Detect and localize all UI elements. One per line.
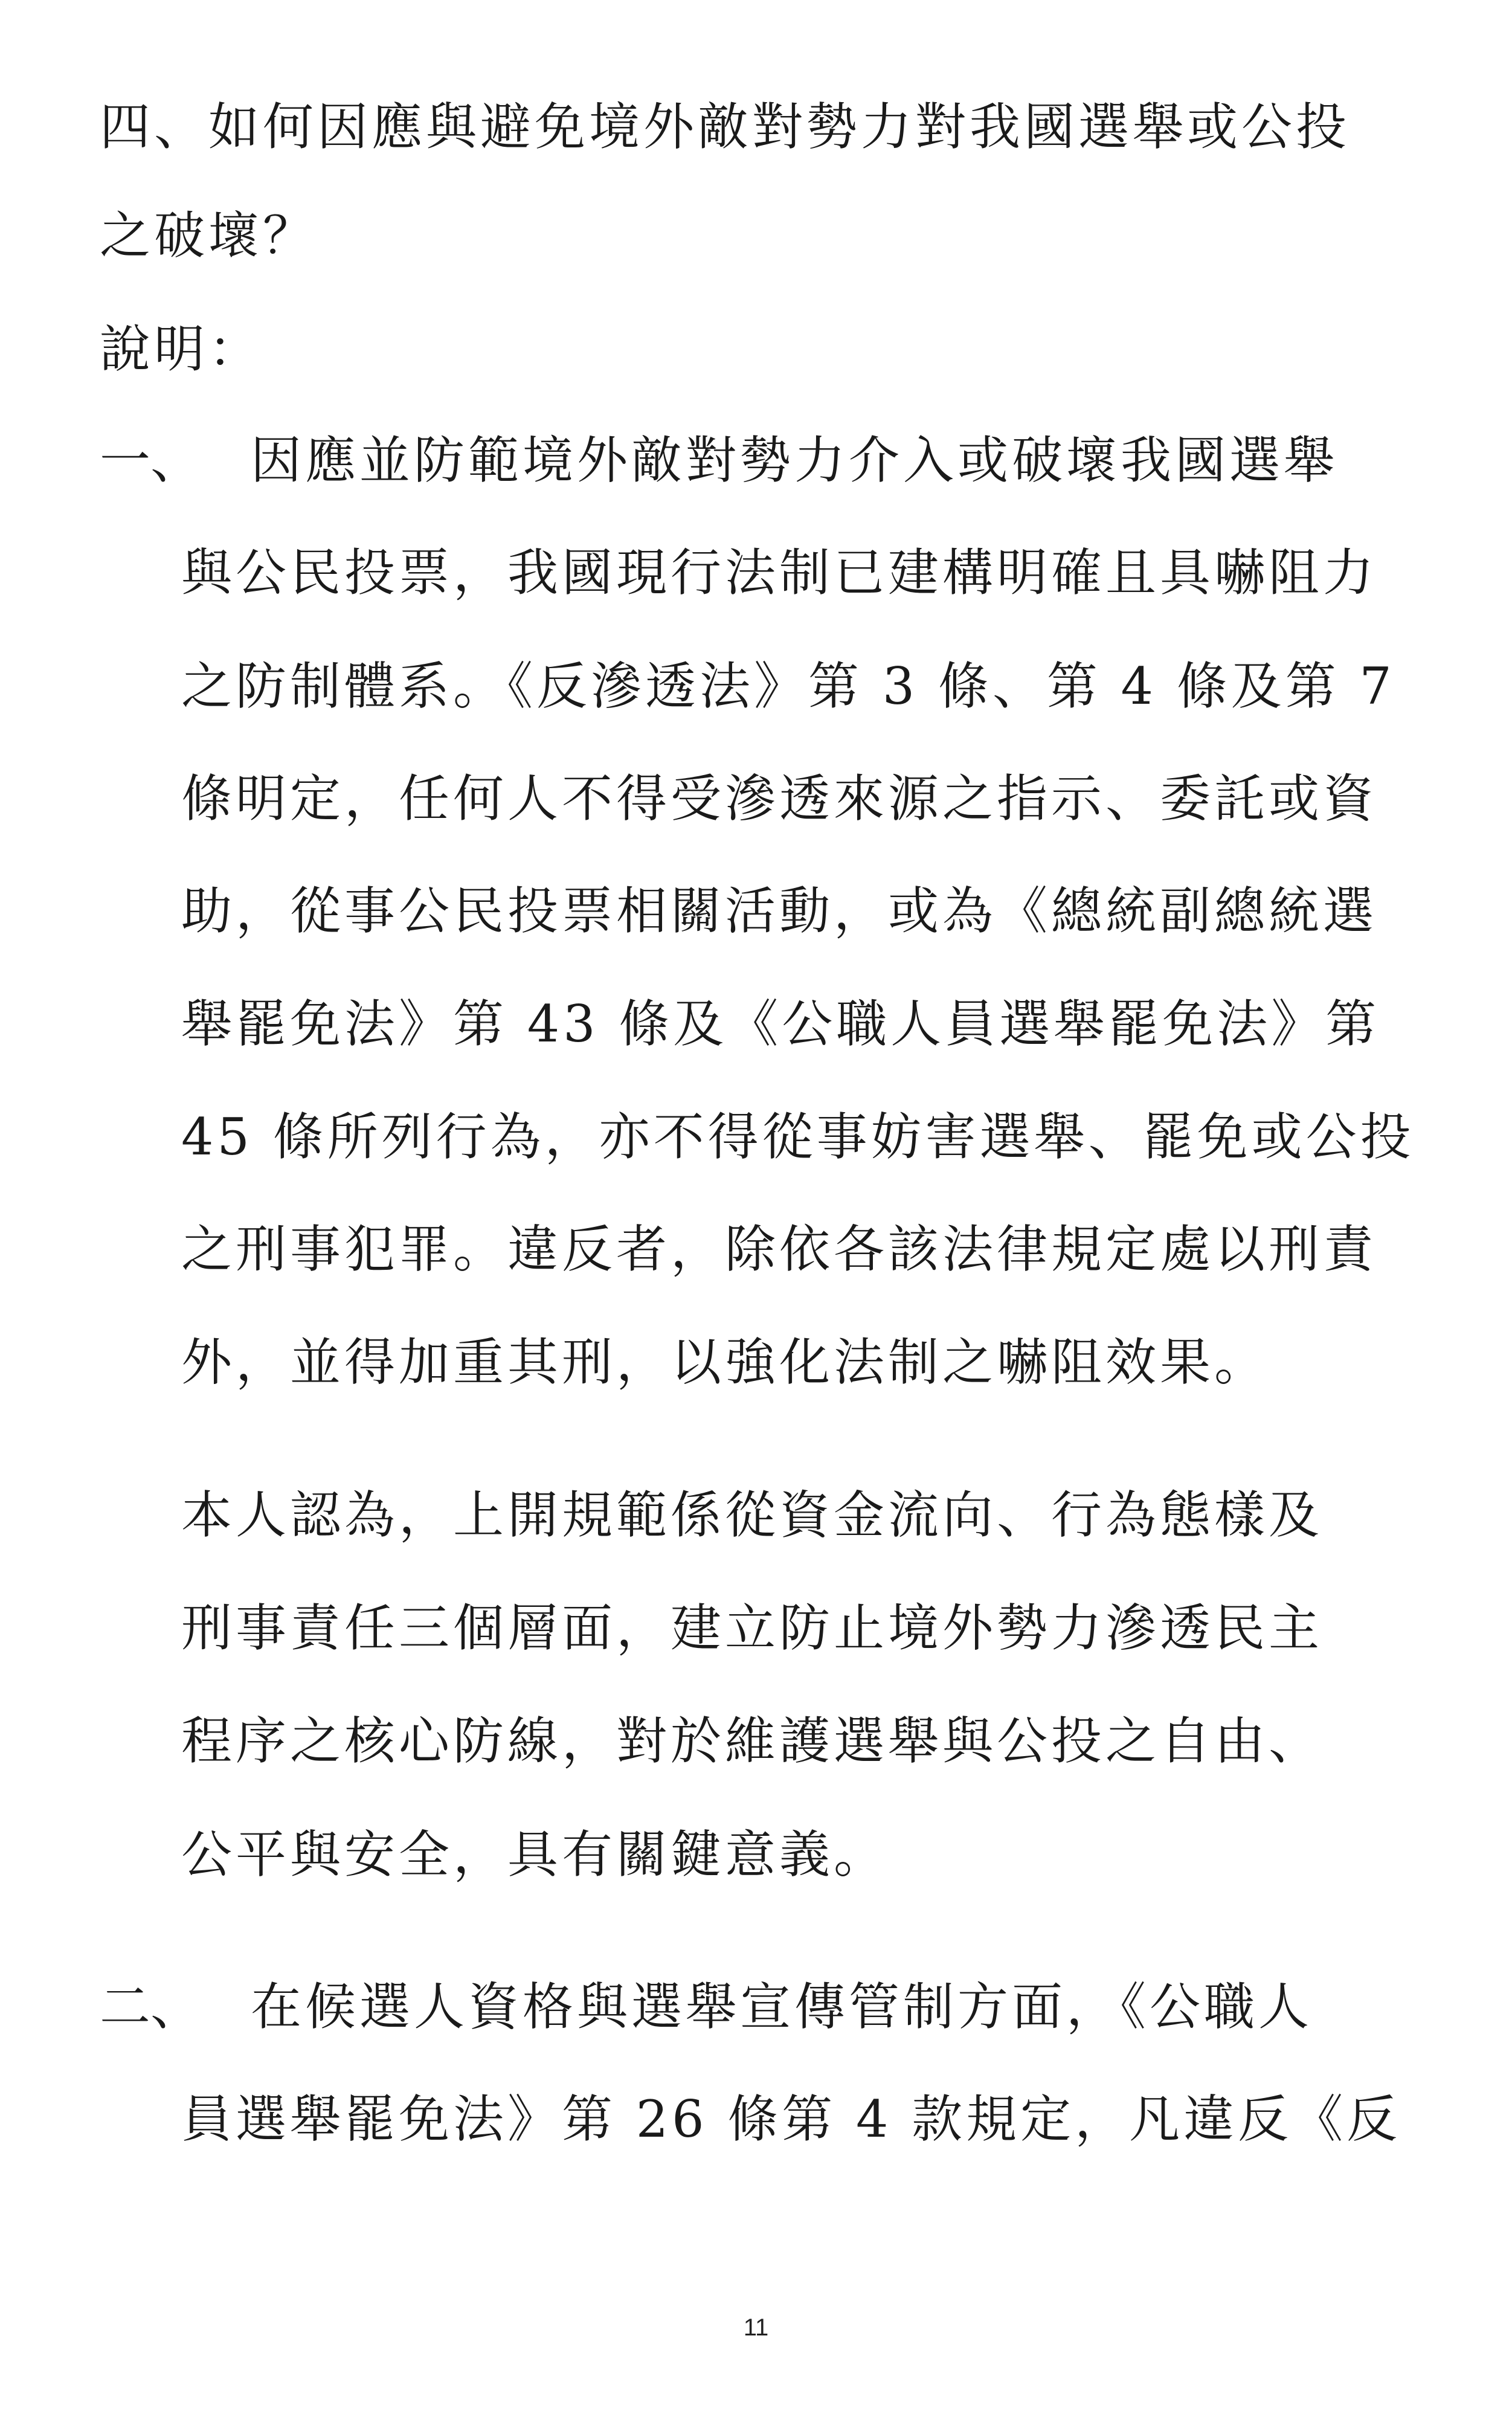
section-two-line-2: 員選舉罷免法》第 26 條第 4 款規定，凡違反《反	[181, 2090, 1401, 2149]
section-one-line-2: 與公民投票，我國現行法制已建構明確且具嚇阻力	[181, 543, 1378, 602]
explanation-label: 說明：	[100, 320, 263, 379]
opinion-line-2: 刑事責任三個層面，建立防止境外勢力滲透民主	[181, 1598, 1324, 1658]
section-two-line-1: 在候選人資格與選舉宣傳管制方面，《公職人	[251, 1977, 1313, 2036]
section-one-line-9: 外，並得加重其刑，以強化法制之嚇阻效果。	[181, 1333, 1269, 1392]
question-title-line-2: 之破壞？	[100, 206, 318, 265]
section-one-line-7: 45 條所列行為，亦不得從事妨害選舉、罷免或公投	[181, 1107, 1415, 1167]
question-title-line-1: 四、如何因應與避免境外敵對勢力對我國選舉或公投	[100, 97, 1351, 156]
section-one-line-8: 之刑事犯罪。違反者，除依各該法律規定處以刑責	[181, 1220, 1378, 1279]
section-one-marker: 一、	[100, 431, 202, 490]
section-one-line-1: 因應並防範境外敵對勢力介入或破壞我國選舉	[251, 431, 1339, 490]
section-two-marker: 二、	[100, 1977, 202, 2036]
section-one-line-3: 之防制體系。《反滲透法》第 3 條、第 4 條及第 7	[181, 657, 1395, 716]
section-one-line-6: 舉罷免法》第 43 條及《公職人員選舉罷免法》第	[181, 994, 1380, 1054]
opinion-line-4: 公平與安全，具有關鍵意義。	[181, 1825, 889, 1884]
section-one-line-5: 助，從事公民投票相關活動，或為《總統副總統選	[181, 881, 1378, 941]
page-number: 11	[743, 2314, 769, 2341]
opinion-line-3: 程序之核心防線，對於維護選舉與公投之自由、	[181, 1711, 1324, 1771]
opinion-line-1: 本人認為，上開規範係從資金流向、行為態樣及	[181, 1485, 1324, 1545]
section-one-line-4: 條明定，任何人不得受滲透來源之指示、委託或資	[181, 769, 1378, 828]
